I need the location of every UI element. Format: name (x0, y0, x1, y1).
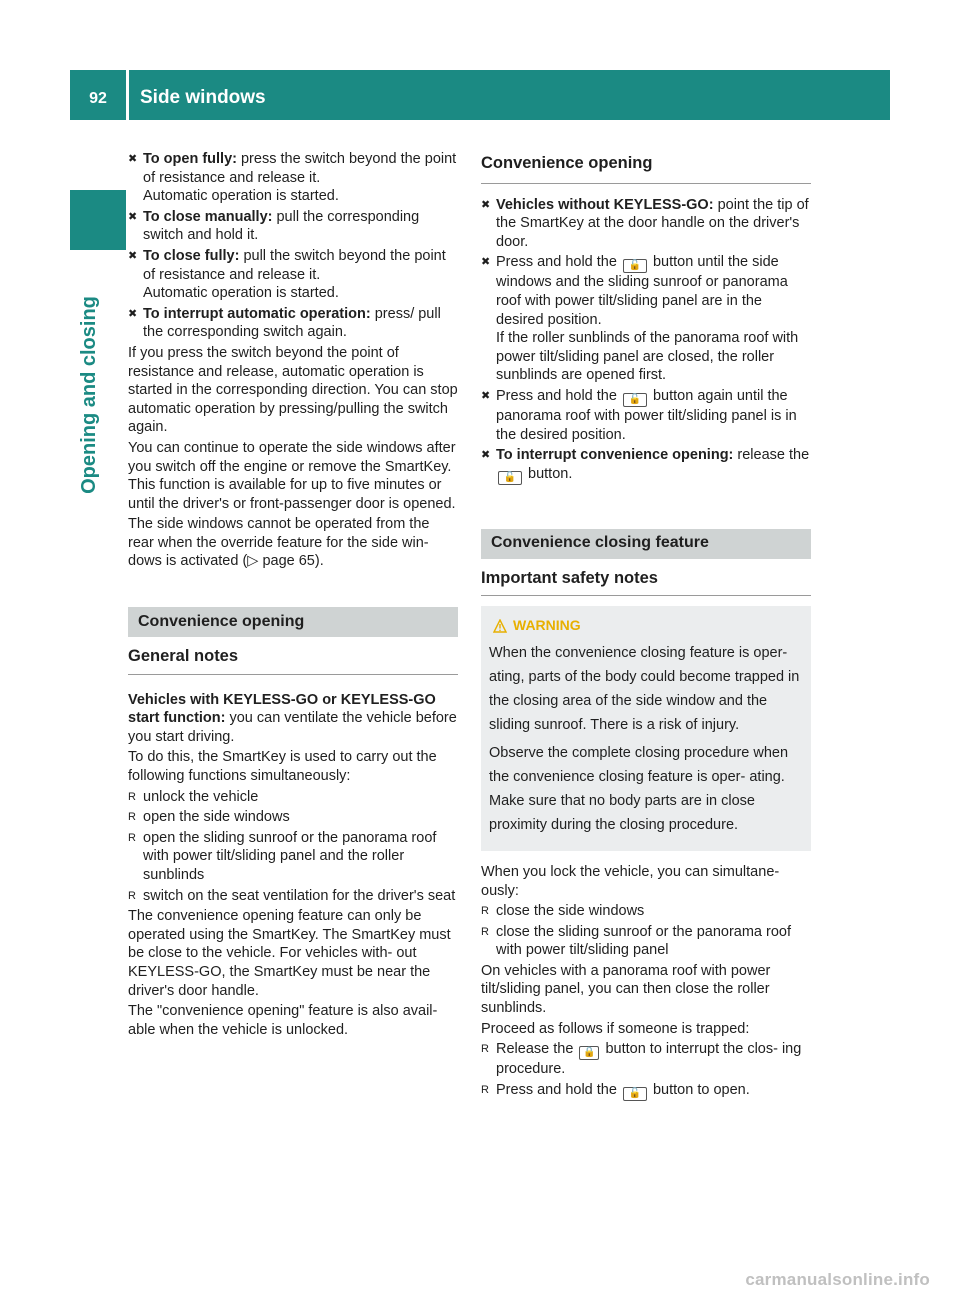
paragraph: On vehicles with a panorama roof with power tilt/sliding panel, you can then close the roller sunblinds. (481, 962, 771, 1017)
step-text: pull the corresponding switch and hold it. (143, 208, 420, 244)
step-interrupt-convenience (481, 446, 811, 485)
section-band-heading: Convenience opening (128, 607, 458, 637)
list-item-text: open the sliding sunroof or the panorama roof with power tilt/sliding panel and the roller sunblinds (143, 829, 437, 883)
right-column (481, 150, 811, 1103)
warning-box (481, 606, 811, 851)
notes-paragraph (128, 691, 458, 747)
step-text: button. (524, 465, 573, 482)
unlock-key-icon: 🔓 (498, 471, 522, 485)
list-item-text: Press and hold the (496, 1081, 621, 1098)
bullet-icon: R (128, 790, 136, 803)
step-extra: If the roller sunblinds of the panorama roof with power tilt/sliding panel are closed, the roller sunblinds are opened first. (496, 330, 799, 384)
page-number: 92 (89, 89, 107, 107)
step-lead: To open fully: (143, 151, 237, 167)
step-lead: To interrupt convenience opening: (496, 447, 734, 464)
warning-paragraph: Observe the complete closing procedure when the convenience closing feature is oper- ating. Make sure that no body parts are in close proximity during the closing procedure. (489, 744, 789, 833)
step-text: button again until the panorama roof with power tilt/sliding panel is in the desired position. (496, 387, 797, 443)
section-band-heading: Convenience closing feature (481, 529, 811, 559)
bullet-icon: R (481, 1043, 489, 1056)
list-item (128, 808, 458, 827)
step-text: release the (733, 447, 810, 464)
step-text: point the tip of the SmartKey at the door handle on the driver's door. (496, 196, 809, 250)
step-lead: To close manually: (143, 208, 273, 225)
bullet-icon: R (481, 925, 489, 938)
step-text: pull the switch beyond the point of resistance and release it. (143, 247, 446, 283)
list-item-text: close the sliding sunroof or the panorama roof with power tilt/sliding panel (496, 923, 792, 959)
step-arrow-icon: ✖ (481, 389, 491, 402)
step-arrow-icon: ✖ (481, 256, 491, 269)
warning-title (489, 616, 803, 635)
list-item (481, 1040, 811, 1079)
paragraph: The convenience opening feature can only be operated using the SmartKey. The SmartKey must be close to the vehicle. For vehicles with- out KEYLESS-GO, the SmartKey must be near the driver's door handle. (128, 908, 451, 999)
section-heading: Convenience opening (481, 154, 811, 184)
bullet-icon: R (128, 811, 136, 824)
list-item (128, 788, 458, 807)
paragraph: To do this, the SmartKey is used to carry out the following functions simultaneously: (128, 749, 437, 785)
warning-title-text: WARNING (513, 617, 581, 634)
unlock-key-icon: 🔓 (623, 1087, 647, 1101)
step-close-fully (128, 247, 458, 303)
list-item (481, 923, 811, 960)
list-item-text: close the side windows (496, 903, 645, 920)
list-item-text: button to open. (648, 1081, 750, 1098)
section-heading: Important safety notes (481, 569, 811, 597)
list-item-text: button to interrupt the clos- ing procedure. (496, 1041, 802, 1078)
step-press-hold-unlock (481, 253, 811, 385)
bullet-icon: R (481, 1083, 489, 1096)
chapter-tab (70, 190, 126, 250)
list-item-text: unlock the vehicle (143, 788, 259, 805)
bullet-icon: R (481, 905, 489, 918)
list-item (128, 887, 458, 906)
list-item-text: switch on the seat ventilation for the driver's seat (143, 887, 456, 904)
list-item-text: open the side windows (143, 809, 290, 826)
notes-lead: Vehicles with KEYLESS-GO or KEYLESS-GO start function: (128, 691, 436, 727)
step-text: Press and hold the (496, 387, 621, 404)
step-open-fully (128, 150, 458, 206)
paragraph: If you press the switch beyond the point of resistance and release, automatic operation is started in the corresponding direction. You can stop automatic operation by pressing/pulling the switch again. (128, 344, 458, 436)
paragraph: You can continue to operate the side windows after you switch off the engine or remove the SmartKey. This function is available for up to five minutes or until the driver's or front-passenger door is opened. (128, 439, 456, 512)
step-close-manually (128, 208, 458, 245)
step-extra: Automatic operation is started. (143, 285, 339, 302)
bullet-icon: R (128, 831, 136, 844)
step-arrow-icon: ✖ (128, 249, 138, 262)
step-lead: To close fully: (143, 247, 240, 264)
unlock-key-icon: 🔓 (623, 393, 647, 407)
list-item-text: Release the (496, 1041, 578, 1058)
bullet-icon: R (128, 889, 136, 902)
step-text: Press and hold the (496, 254, 621, 271)
step-arrow-icon: ✖ (481, 198, 491, 211)
paragraph: When you lock the vehicle, you can simultane- ously: (481, 863, 780, 899)
step-text: button until the side windows and the sliding sunroof or panorama roof with power tilt/sliding panel are in the desired position. (496, 254, 788, 328)
step-text: press the switch beyond the point of resistance and release it. (143, 151, 457, 186)
lock-key-icon: 🔒 (579, 1046, 599, 1060)
left-column (128, 150, 458, 1041)
step-interrupt-automatic (128, 305, 458, 342)
step-text: press/ pull the corresponding switch again. (143, 305, 441, 341)
step-arrow-icon: ✖ (481, 449, 491, 462)
watermark: carmanualsonline.info (745, 1270, 930, 1290)
step-arrow-icon: ✖ (128, 307, 138, 320)
step-extra: Automatic operation is started. (143, 188, 339, 205)
step-arrow-icon: ✖ (128, 210, 138, 223)
step-without-keyless-go (481, 196, 811, 252)
unlock-key-icon: 🔓 (623, 259, 647, 273)
step-press-hold-again (481, 387, 811, 444)
paragraph: Proceed as follows if someone is trapped: (481, 1020, 750, 1037)
notes-text: you can ventilate the vehicle before you start driving. (128, 710, 457, 745)
list-item (481, 902, 811, 921)
step-lead: Vehicles without KEYLESS-GO: (496, 196, 714, 213)
list-item (128, 829, 458, 885)
step-arrow-icon: ✖ (128, 153, 138, 165)
section-heading: General notes (128, 647, 458, 675)
header-divider (126, 70, 129, 120)
step-lead: To interrupt automatic operation: (143, 305, 371, 322)
chapter-label: Opening and closing (78, 296, 100, 494)
warning-icon (493, 619, 507, 633)
list-item (481, 1081, 811, 1101)
page-title: Side windows (140, 86, 266, 108)
paragraph: The side windows cannot be operated from the rear when the override feature for the side win- dows is activated (▷ page 65). (128, 516, 430, 570)
paragraph: The "convenience opening" feature is also avail- able when the vehicle is unlocked. (128, 1003, 438, 1038)
warning-paragraph: When the convenience closing feature is oper- ating, parts of the body could become trapped in the closing area of the side window and the sliding sunroof. There is a risk of injury. (489, 644, 800, 733)
